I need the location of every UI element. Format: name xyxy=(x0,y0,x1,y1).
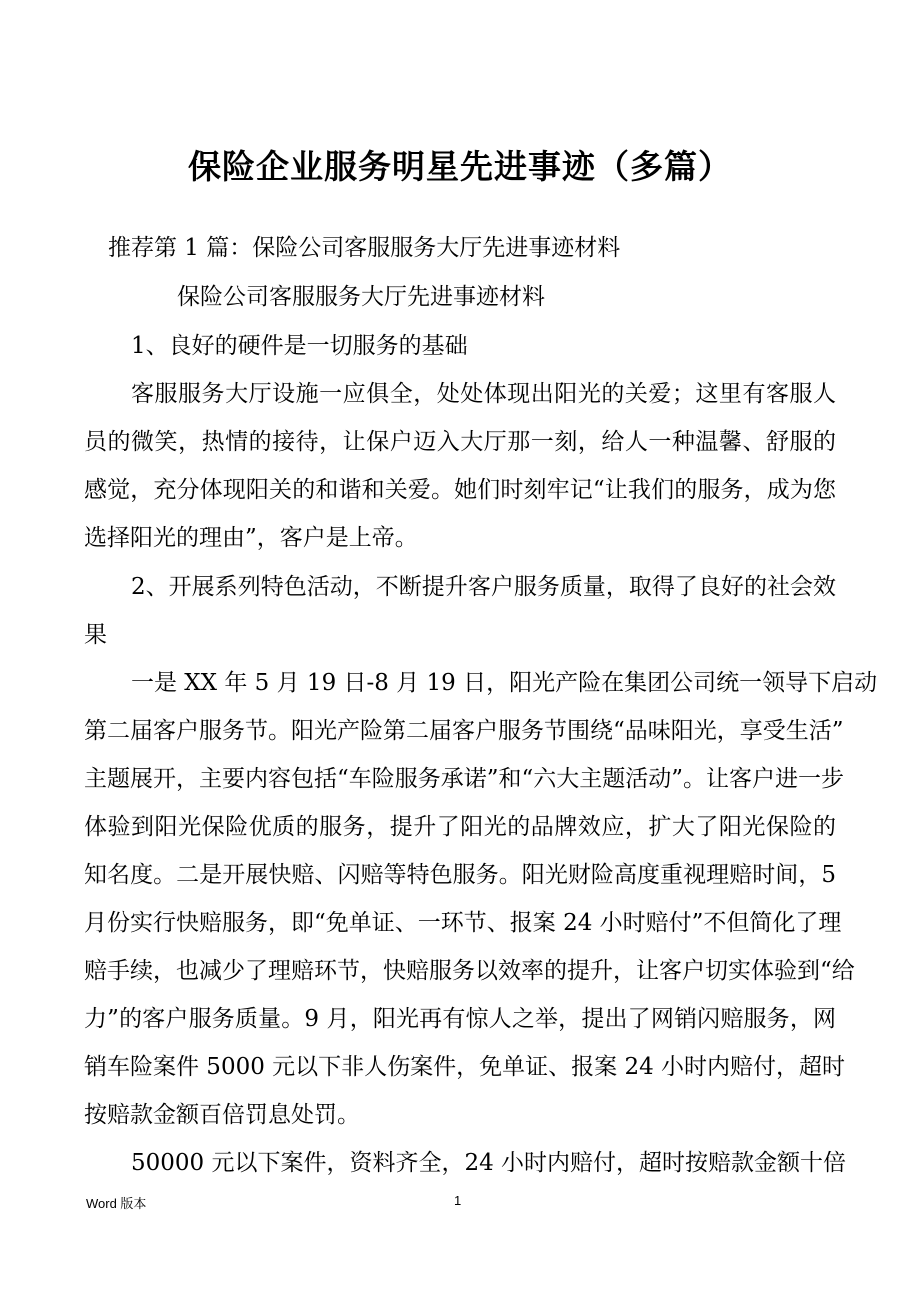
paragraph-line: 月份实行快赔服务，即“免单证、一环节、报案 24 小时赔付”不但简化了理 xyxy=(84,910,842,936)
footer-word-version: Word 版本 xyxy=(86,1196,147,1211)
paragraph-line: 第二届客户服务节。阳光产险第二届客户服务节围绕“品味阳光，享受生活” xyxy=(84,718,844,744)
paragraph-line: 选择阳光的理由”，客户是上帝。 xyxy=(84,525,418,551)
paragraph-line: 主题展开，主要内容包括“车险服务承诺”和“六大主题活动”。让客户进一步 xyxy=(84,766,845,792)
section-1-heading: 1、良好的硬件是一切服务的基础 xyxy=(131,333,468,359)
paragraph-line: 客服服务大厅设施一应俱全，处处体现出阳光的关爱；这里有客服人 xyxy=(131,381,836,407)
footer-page-number: 1 xyxy=(454,1193,462,1208)
sub-title: 保险公司客服服务大厅先进事迹材料 xyxy=(177,284,545,310)
paragraph-line: 感觉，充分体现阳关的和谐和关爱。她们时刻牢记“让我们的服务，成为您 xyxy=(84,477,836,503)
recommend-heading: 推荐第 1 篇：保险公司客服服务大厅先进事迹材料 xyxy=(108,235,621,261)
paragraph-line: 员的微笑，热情的接待，让保户迈入大厅那一刻，给人一种温馨、舒服的 xyxy=(84,429,836,455)
paragraph-line: 按赔款金额百倍罚息处罚。 xyxy=(84,1102,360,1128)
paragraph-line: 知名度。二是开展快赔、闪赔等特色服务。阳光财险高度重视理赔时间，5 xyxy=(84,862,836,888)
document-title: 保险企业服务明星先进事迹（多篇） xyxy=(188,147,732,186)
paragraph-line: 赔手续，也减少了理赔环节，快赔服务以效率的提升，让客户切实体验到“给 xyxy=(84,958,855,984)
paragraph-line: 力”的客户服务质量。9 月，阳光再有惊人之举，提出了网销闪赔服务，网 xyxy=(84,1006,836,1032)
heading-line: 2、开展系列特色活动，不断提升客户服务质量，取得了良好的社会效 xyxy=(131,574,836,600)
heading-line: 果 xyxy=(84,622,107,648)
paragraph-line: 一是 XX 年 5 月 19 日-8 月 19 日，阳光产险在集团公司统一领导下启动 xyxy=(131,670,878,696)
paragraph-line: 销车险案件 5000 元以下非人伤案件，免单证、报案 24 小时内赔付，超时 xyxy=(84,1054,846,1080)
paragraph-line: 50000 元以下案件，资料齐全，24 小时内赔付，超时按赔款金额十倍 xyxy=(131,1150,847,1176)
paragraph-line: 体验到阳光保险优质的服务，提升了阳光的品牌效应，扩大了阳光保险的 xyxy=(84,814,836,840)
